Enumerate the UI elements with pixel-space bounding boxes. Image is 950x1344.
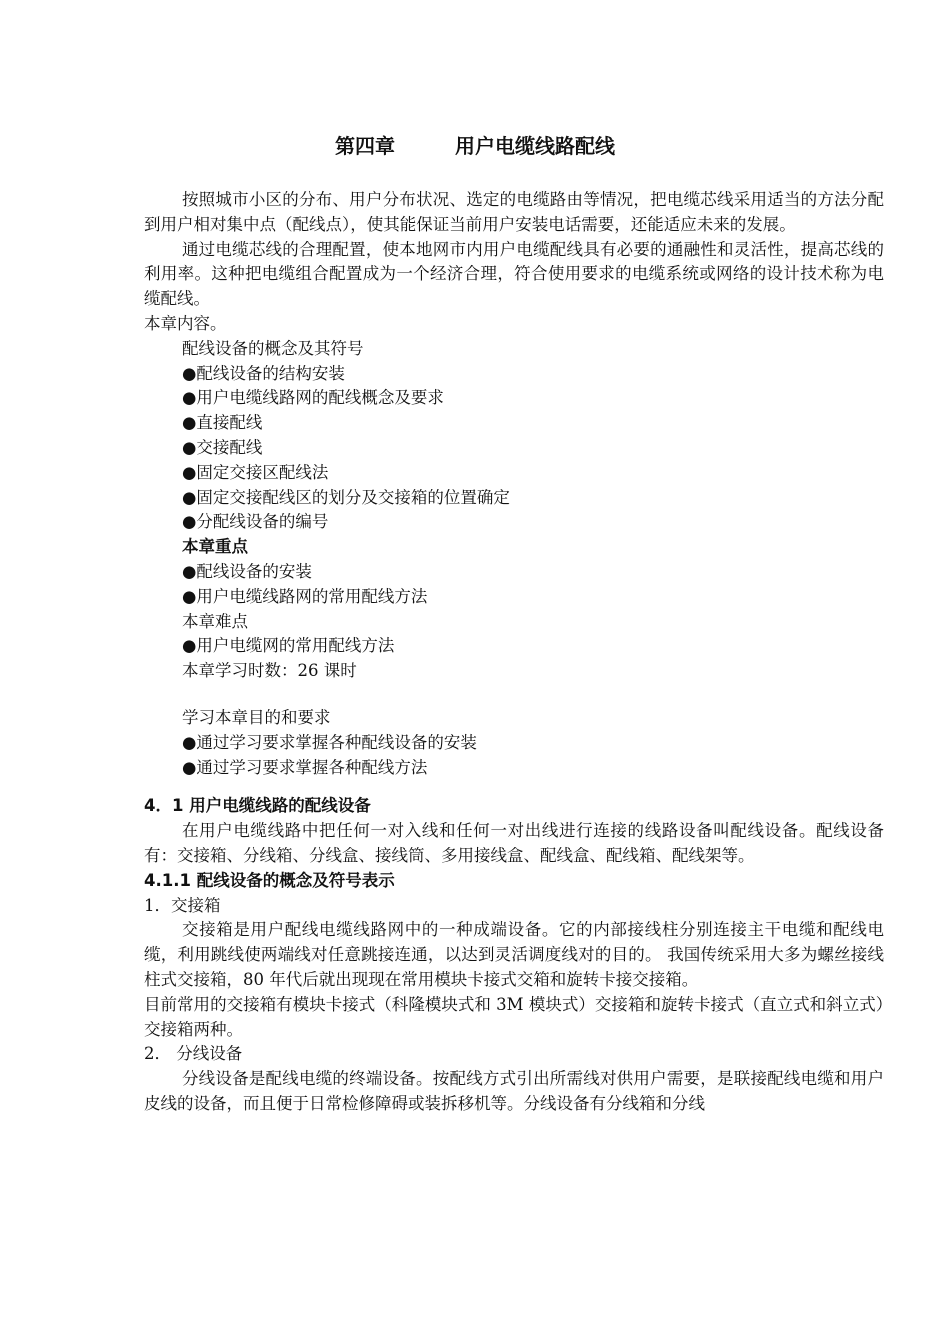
section-4-1-text: 在用户电缆线路中把任何一对入线和任何一对出线进行连接的线路设备叫配线设备。配线设备有：交接箱、分线箱、分线盒、接线筒、多用接线盒、配线盒、配线箱、配线架等。 <box>144 821 884 865</box>
contents-item: ●固定交接配线区的划分及交接箱的位置确定 <box>182 487 510 507</box>
document-body <box>144 188 884 1117</box>
chapter-name: 用户电缆线路配线 <box>455 134 615 158</box>
section-4-1-1-heading: 4.1.1 配线设备的概念及符号表示 <box>144 870 395 890</box>
item-2-paragraph: 分线设备是配线电缆的终端设备。按配线方式引出所需线对供用户需要，是联接配线电缆和用户皮线的设备，而且便于日常检修障碍或装拆移机等。分线设备有分线箱和分线 <box>144 1069 884 1113</box>
difficulty-label: 本章难点 <box>182 611 248 631</box>
chapter-title <box>0 130 950 159</box>
intro-paragraph-2: 通过电缆芯线的合理配置，使本地网市内用户电缆配线具有必要的通融性和灵活性，提高芯线的利用率。这种把电缆组合配置成为一个经济合理，符合使用要求的电缆系统或网络的设计技术称为电缆配线。 <box>144 239 884 309</box>
item-1-label: 1．交接箱 <box>144 895 221 915</box>
spacer <box>144 780 884 794</box>
contents-item: ●固定交接区配线法 <box>182 462 329 482</box>
contents-item: ●分配线设备的编号 <box>182 512 329 532</box>
item-2-label: 2． 分线设备 <box>144 1044 243 1064</box>
contents-label: 本章内容。 <box>144 313 227 333</box>
item-1-paragraph: 交接箱是用户配线电缆线路网中的一种成端设备。它的内部接线柱分别连接主干电缆和配线电缆，利用跳线使两端线对任意跳接连通，以达到灵活调度线对的目的。 我国传统采用大多为螺丝接线柱式交接箱，80 年代后就出现现在常用模块卡接式交箱和旋转卡接交接箱。 <box>144 920 884 989</box>
contents-item: ●交接配线 <box>182 437 263 457</box>
key-points-label: 本章重点 <box>182 537 248 557</box>
contents-item: 配线设备的概念及其符号 <box>182 338 364 358</box>
study-hours: 本章学习时数：26 课时 <box>182 661 357 681</box>
contents-item: ●直接配线 <box>182 413 263 433</box>
section-4-1-heading: 4．1 用户电缆线路的配线设备 <box>144 796 371 816</box>
chapter-number: 第四章 <box>335 134 395 158</box>
spacer <box>144 684 884 706</box>
intro-paragraph-1: 按照城市小区的分布、用户分布状况、选定的电缆路由等情况，把电缆芯线采用适当的方法分配到用户相对集中点（配线点），使其能保证当前用户安装电话需要，还能适应未来的发展。 <box>144 190 884 234</box>
goals-label: 学习本章目的和要求 <box>182 707 331 727</box>
difficulty-item: ●用户电缆网的常用配线方法 <box>182 636 395 656</box>
key-point-item: ●用户电缆线路网的常用配线方法 <box>182 586 428 606</box>
contents-item: ●用户电缆线路网的配线概念及要求 <box>182 388 444 408</box>
goal-item: ●通过学习要求掌握各种配线设备的安装 <box>182 732 477 752</box>
item-1-paragraph-2: 目前常用的交接箱有模块卡接式（科隆模块式和 3M 模块式）交接箱和旋转卡接式（直立式和斜立式）交接箱两种。 <box>144 994 884 1039</box>
contents-item: ●配线设备的结构安装 <box>182 363 345 383</box>
key-point-item: ●配线设备的安装 <box>182 561 312 581</box>
goal-item: ●通过学习要求掌握各种配线方法 <box>182 757 428 777</box>
